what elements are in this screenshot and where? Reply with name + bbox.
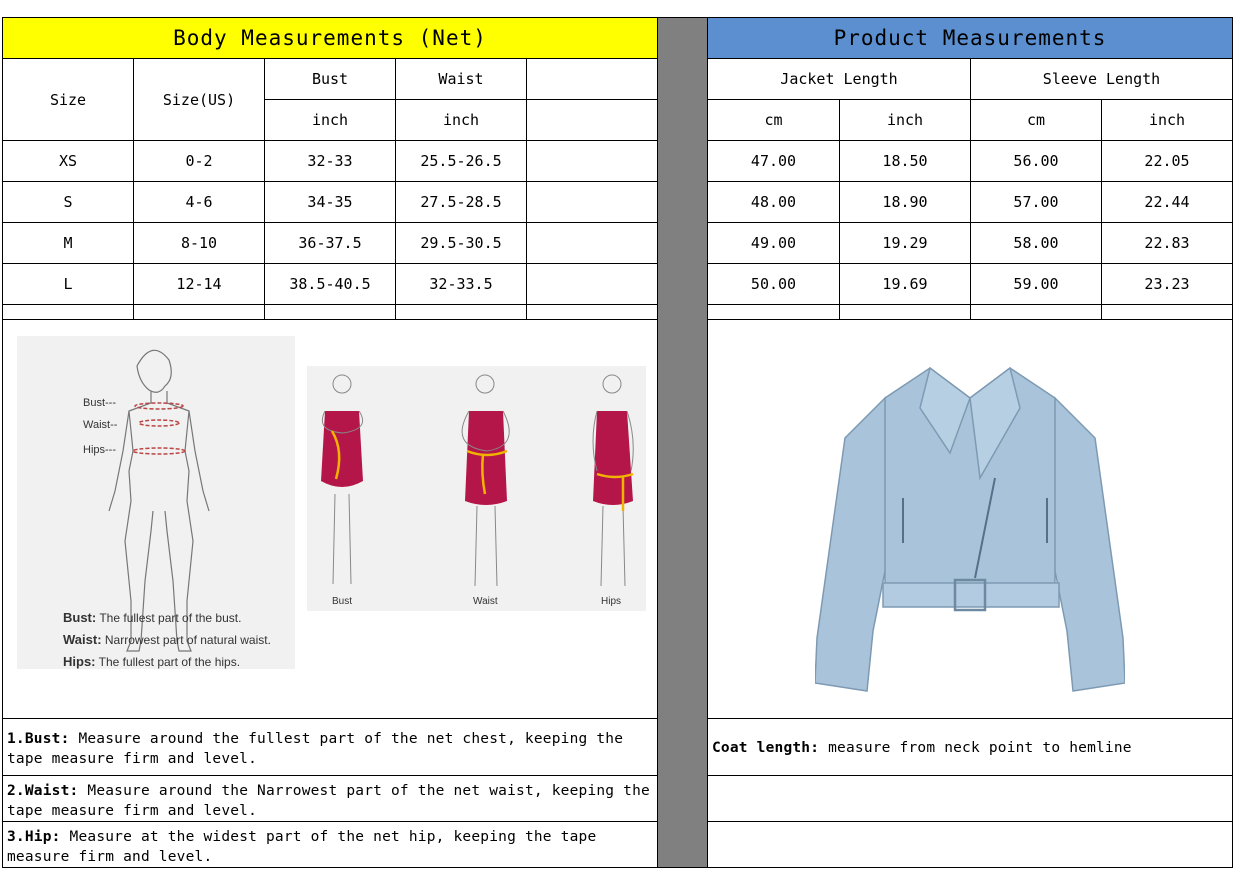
note-bust	[3, 719, 658, 776]
body-spacer-1	[3, 305, 134, 320]
note-term: 3.Hip:	[7, 829, 61, 845]
product-row-2-jl-in: 18.90	[840, 182, 971, 223]
body-row-l-size-us: 12-14	[134, 264, 265, 305]
measure-method-figure	[307, 366, 646, 611]
body-row-xs-waist: 25.5-26.5	[396, 141, 527, 182]
header-jacket-length: Jacket Length	[708, 59, 971, 100]
product-row-2-jl-cm: 48.00	[708, 182, 840, 223]
figure2-caption-bust: Bust	[332, 596, 353, 607]
product-row-2-sl-in: 22.44	[1102, 182, 1233, 223]
body-row-xs-bust: 32-33	[265, 141, 396, 182]
header-bust: Bust	[265, 59, 396, 100]
note-waist	[3, 776, 658, 822]
product-row-1-sl-in: 22.05	[1102, 141, 1233, 182]
figure1-label-bust: Bust---	[83, 397, 116, 409]
product-row-3-jl-in: 19.29	[840, 223, 971, 264]
body-row-xs-empty	[527, 141, 658, 182]
body-row-s-waist: 27.5-28.5	[396, 182, 527, 223]
unit-waist: inch	[396, 100, 527, 141]
figure1-legend-bust	[63, 610, 241, 625]
body-spacer-3	[265, 305, 396, 320]
product-row-1-jl-in: 18.50	[840, 141, 971, 182]
product-row-4-jl-in: 19.69	[840, 264, 971, 305]
body-row-s-empty	[527, 182, 658, 223]
header-waist: Waist	[396, 59, 527, 100]
figure1-legend-hips	[63, 654, 240, 669]
note-text: Measure at the widest part of the net hip, keeping the tape measure firm and level.	[7, 829, 597, 865]
body-row-l-bust: 38.5-40.5	[265, 264, 396, 305]
legend-term: Waist:	[63, 632, 102, 647]
body-row-xs-size-us: 0-2	[134, 141, 265, 182]
body-row-m-size: M	[3, 223, 134, 264]
note-term: 2.Waist:	[7, 783, 79, 799]
product-spacer-3	[971, 305, 1102, 320]
figure1-legend-waist	[63, 632, 271, 647]
body-outline-figure	[17, 336, 295, 669]
product-spacer-2	[840, 305, 971, 320]
unit-jacket-inch: inch	[840, 100, 971, 141]
note-text: Measure around the Narrowest part of the net waist, keeping the tape measure firm and level.	[7, 783, 650, 819]
body-spacer-4	[396, 305, 527, 320]
body-row-s-size-us: 4-6	[134, 182, 265, 223]
unit-empty	[527, 100, 658, 141]
body-row-l-waist: 32-33.5	[396, 264, 527, 305]
product-figure-area	[708, 320, 1233, 719]
unit-sleeve-cm: cm	[971, 100, 1102, 141]
figure1-label-waist: Waist--	[83, 419, 118, 431]
body-spacer-5	[527, 305, 658, 320]
body-row-l-size: L	[3, 264, 134, 305]
body-row-m-size-us: 8-10	[134, 223, 265, 264]
note-term: 1.Bust:	[7, 731, 70, 747]
product-row-3-jl-cm: 49.00	[708, 223, 840, 264]
header-size: Size	[3, 59, 134, 141]
product-row-4-sl-in: 23.23	[1102, 264, 1233, 305]
product-spacer-4	[1102, 305, 1233, 320]
unit-bust: inch	[265, 100, 396, 141]
product-row-1-sl-cm: 56.00	[971, 141, 1102, 182]
product-row-3-sl-cm: 58.00	[971, 223, 1102, 264]
note-text: measure from neck point to hemline	[819, 740, 1132, 756]
figure2-caption-waist: Waist	[473, 596, 498, 607]
header-sleeve-length: Sleeve Length	[971, 59, 1233, 100]
body-row-xs-size: XS	[3, 141, 134, 182]
body-row-m-empty	[527, 223, 658, 264]
note-text: Measure around the fullest part of the net chest, keeping the tape measure firm and level.	[7, 731, 624, 767]
unit-sleeve-inch: inch	[1102, 100, 1233, 141]
unit-jacket-cm: cm	[708, 100, 840, 141]
legend-desc: The fullest part of the bust.	[99, 611, 242, 625]
product-row-2-sl-cm: 57.00	[971, 182, 1102, 223]
legend-term: Bust:	[63, 610, 97, 625]
body-row-s-bust: 34-35	[265, 182, 396, 223]
body-row-l-empty	[527, 264, 658, 305]
legend-desc: The fullest part of the hips.	[98, 655, 241, 669]
product-row-3-sl-in: 22.83	[1102, 223, 1233, 264]
figure2-caption-hips: Hips	[601, 596, 622, 607]
product-note-coat-length	[708, 719, 1233, 776]
dress-illustrations	[307, 366, 646, 611]
legend-desc: Narrowest part of natural waist.	[104, 633, 271, 647]
body-row-s-size: S	[3, 182, 134, 223]
figure1-label-hips: Hips---	[83, 444, 116, 456]
body-row-m-bust: 36-37.5	[265, 223, 396, 264]
note-hip	[3, 822, 658, 868]
legend-term: Hips:	[63, 654, 96, 669]
product-row-4-jl-cm: 50.00	[708, 264, 840, 305]
product-row-4-sl-cm: 59.00	[971, 264, 1102, 305]
denim-jacket-image	[815, 358, 1125, 698]
product-note-empty-1	[708, 776, 1233, 822]
body-row-m-waist: 29.5-30.5	[396, 223, 527, 264]
product-spacer-1	[708, 305, 840, 320]
header-size-us: Size(US)	[134, 59, 265, 141]
product-note-empty-2	[708, 822, 1233, 868]
header-empty	[527, 59, 658, 100]
product-table-title: Product Measurements	[708, 18, 1233, 59]
body-spacer-2	[134, 305, 265, 320]
separator-column	[658, 18, 708, 868]
note-term: Coat length:	[712, 740, 820, 756]
body-table-title: Body Measurements (Net)	[3, 18, 658, 59]
product-row-1-jl-cm: 47.00	[708, 141, 840, 182]
